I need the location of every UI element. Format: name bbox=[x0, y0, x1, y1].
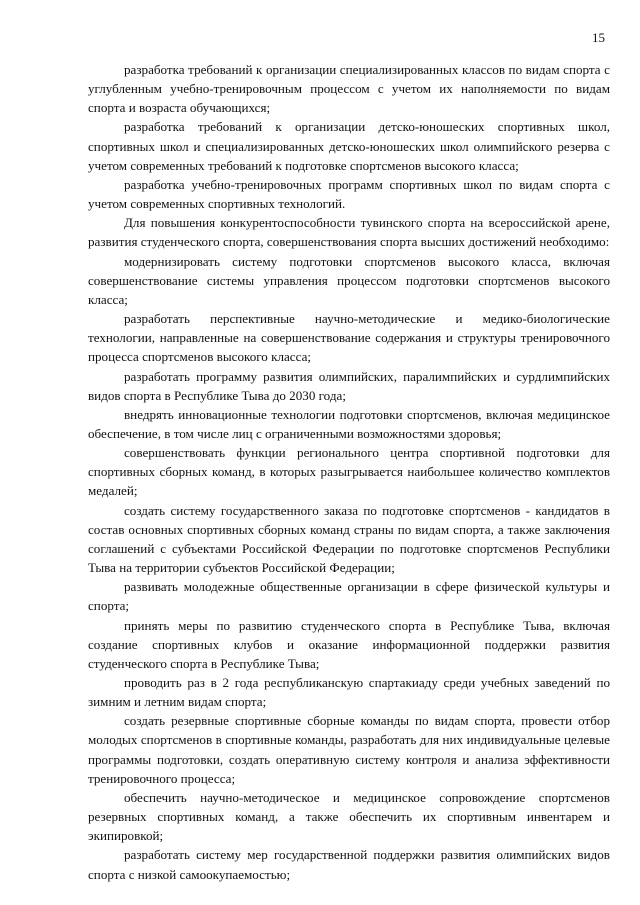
page-number: 15 bbox=[592, 30, 605, 45]
paragraph: разработать перспективные научно-методические и медико-биологические технологии, направленные на совершенствование содержания и структуры тренировочного процесса спортсменов высокого класса; bbox=[88, 311, 610, 365]
document-body bbox=[88, 60, 610, 884]
paragraph: обеспечить научно-методическое и медицинское сопровождение спортсменов резервных спортивных команд, а также обеспечить их спортивным инвентарем и экипировкой; bbox=[88, 789, 610, 844]
paragraph: разработка требований к организации специализированных классов по видам спорта с углубленным учебно-тренировочным процессом с учетом их наполняемости по видам спорта и возраста обучающихся; bbox=[88, 62, 610, 116]
paragraph: Для повышения конкурентоспособности тувинского спорта на всероссийской арене, развития студенческого спорта, совершенствования спорта высших достижений необходимо: bbox=[88, 215, 610, 250]
paragraph: модернизировать систему подготовки спортсменов высокого класса, включая совершенствование системы управления процессом подготовки спортсменов высокого класса; bbox=[88, 253, 610, 307]
paragraph: разработка учебно-тренировочных программ спортивных школ по видам спорта с учетом современных спортивных технологий. bbox=[88, 176, 610, 212]
paragraph: создать систему государственного заказа по подготовке спортсменов - кандидатов в состав основных спортивных сборных команд страны по видам спорта, а также заключения соглашений с субъектами Российской Федерации по подготовке спортсменов Республики Тыва на территории субъектов Российской Федерации; bbox=[88, 502, 610, 576]
paragraph: совершенствовать функции регионального центра спортивной подготовки для спортивных сборных команд, в которых разыгрывается наибольшее количество комплектов медалей; bbox=[88, 445, 610, 499]
paragraph: создать резервные спортивные сборные команды по видам спорта, провести отбор молодых спортсменов в спортивные команды, разработать для них индивидуальные целевые программы подготовки, создать оперативную систему контроля и анализа эффективности тренировочного процесса; bbox=[88, 713, 610, 786]
paragraph: разработка требований к организации детско-юношеских спортивных школ, спортивных школ и специализированных детско-юношеских школ олимпийского резерва с учетом современных требований к подготовке спортсменов высокого класса; bbox=[88, 119, 610, 173]
paragraph: развивать молодежные общественные организации в сфере физической культуры и спорта; bbox=[88, 579, 610, 614]
paragraph: разработать систему мер государственной поддержки развития олимпийских видов спорта с низкой самоокупаемостью; bbox=[88, 847, 610, 882]
paragraph: принять меры по развитию студенческого спорта в Республике Тыва, включая создание спортивных клубов и оказание информационной поддержки развития студенческого спорта в Республике Тыва; bbox=[88, 617, 610, 671]
paragraph: проводить раз в 2 года республиканскую спартакиаду среди учебных заведений по зимним и летним видам спорта; bbox=[88, 675, 610, 710]
paragraph: внедрять инновационные технологии подготовки спортсменов, включая медицинское обеспечение, в том числе лиц с ограниченными возможностями здоровья; bbox=[88, 406, 610, 441]
paragraph: разработать программу развития олимпийских, паралимпийских и сурдлимпийских видов спорта в Республике Тыва до 2030 года; bbox=[88, 368, 610, 403]
